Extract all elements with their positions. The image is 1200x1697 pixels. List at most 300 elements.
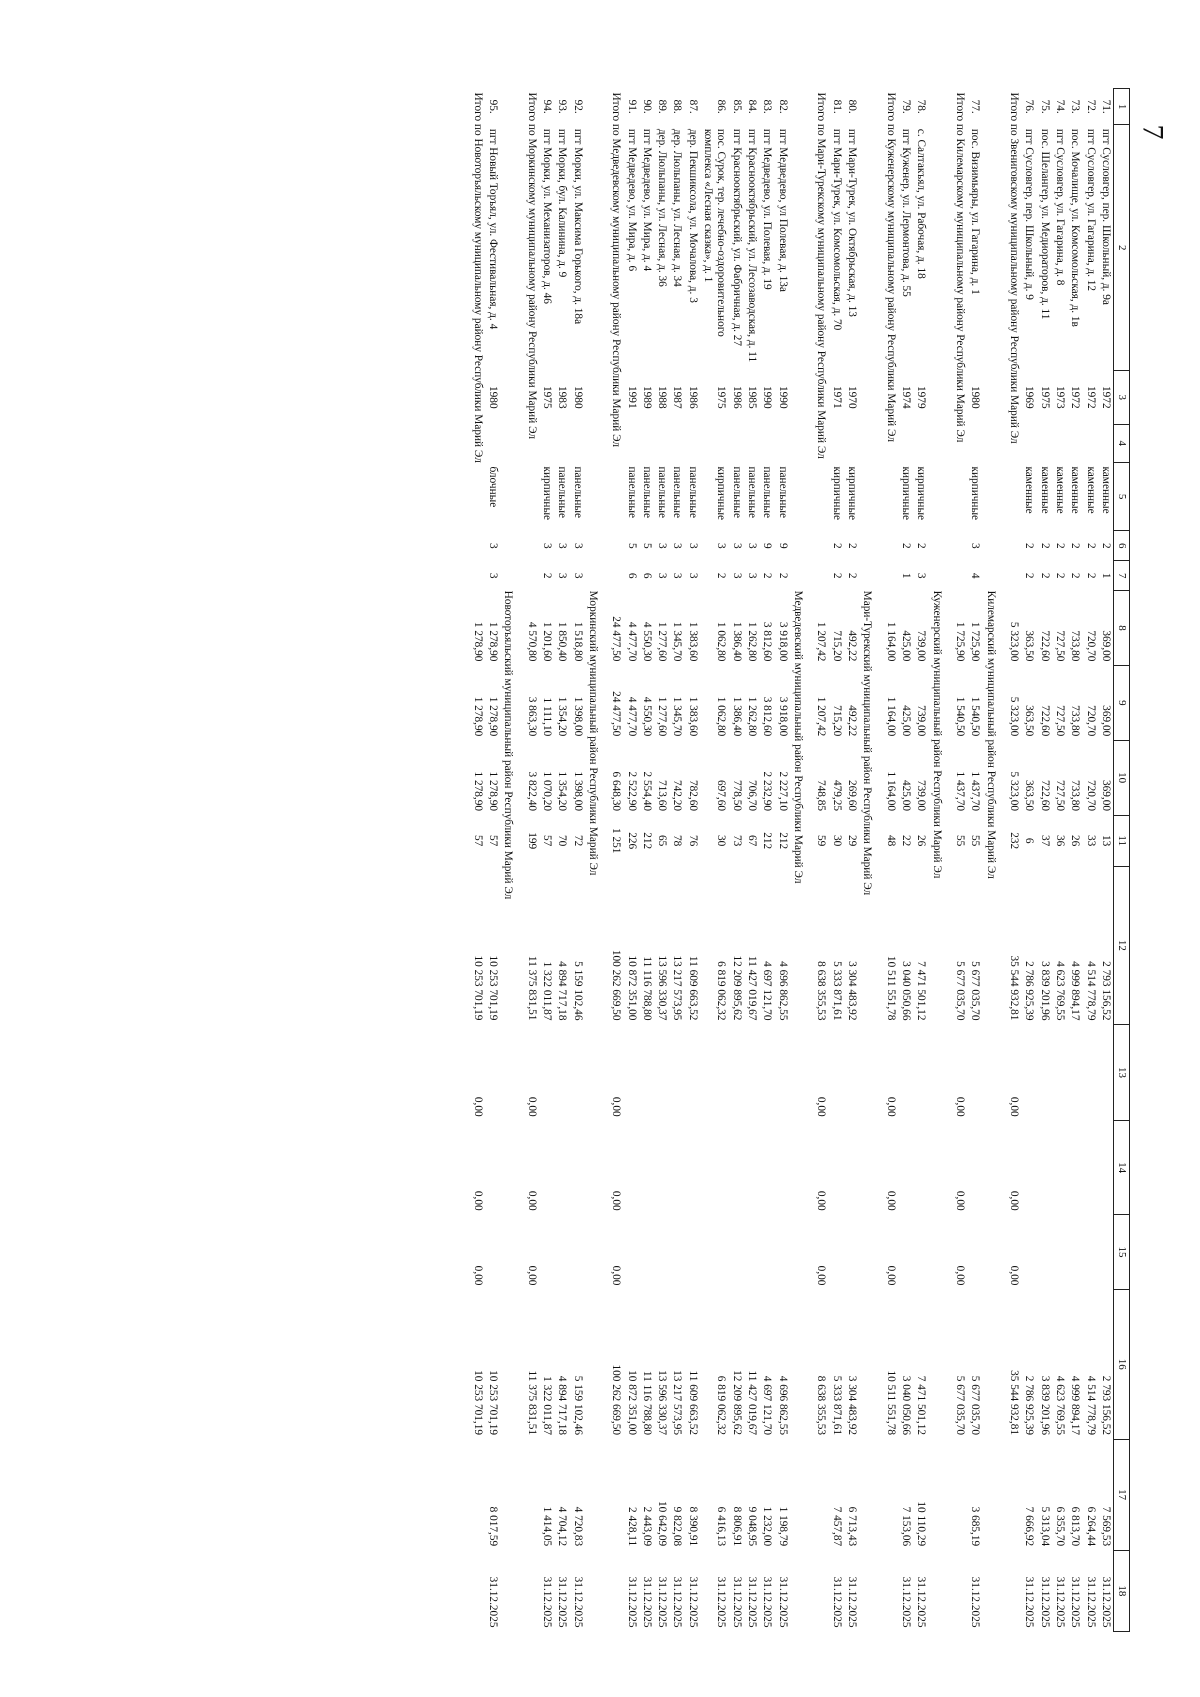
subtotal-v16: 100 262 669,50 — [610, 1364, 623, 1436]
cell-col-17: 8 017,59 — [486, 1506, 499, 1547]
cell-col-10: 706,70 — [746, 779, 759, 812]
table-row — [623, 89, 638, 1632]
cell-col-5: панельные — [556, 466, 569, 519]
cell-col-9: 720,70 — [1084, 705, 1097, 737]
cell-col-2: пгт Морки, бул. Калинина, д. 9 — [556, 128, 569, 278]
cell-col-4 — [774, 424, 789, 462]
table-row — [967, 89, 982, 1632]
cell-col-11: 6 — [1023, 837, 1036, 844]
subtotal-v9: 1 540,50 — [954, 696, 967, 737]
cell-col-14 — [828, 1121, 843, 1215]
subtotal-v15: 0,00 — [884, 1265, 897, 1286]
subtotal-v15: 0,00 — [954, 1265, 967, 1286]
cell-col-14 — [1036, 1121, 1051, 1215]
table-row — [759, 89, 774, 1632]
cell-col-3: 1975 — [1038, 386, 1051, 409]
table-row — [554, 89, 569, 1632]
section-header-row — [982, 89, 1005, 1632]
cell-col-13 — [1082, 1024, 1097, 1120]
cell-col-4 — [1021, 424, 1036, 462]
cell-col-3: 1983 — [556, 386, 569, 409]
cell-col-12: 4 697 121,70 — [761, 961, 774, 1021]
header-col-3: 3 — [1114, 371, 1130, 424]
cell-col-18: 31.12.2025 — [640, 1576, 653, 1628]
cell-col-5: каменные — [1023, 466, 1036, 514]
cell-col-17: 10 110,29 — [915, 1501, 928, 1547]
cell-col-11: 57 — [540, 835, 553, 847]
table-row — [1082, 89, 1097, 1632]
cell-col-12: 4 514 778,79 — [1084, 961, 1097, 1021]
cell-col-10: 1 278,90 — [486, 771, 499, 812]
cell-col-12: 12 209 895,62 — [730, 955, 743, 1021]
subtotal-v15: 0,00 — [1008, 1265, 1021, 1286]
cell-col-12: 3 040 050,66 — [900, 961, 913, 1021]
cell-col-15 — [700, 1215, 729, 1290]
cell-col-13 — [1098, 1024, 1114, 1120]
subtotal-v12: 100 262 669,50 — [610, 949, 623, 1021]
cell-col-8: 1 725,90 — [969, 621, 982, 662]
cell-col-16: 1 322 011,87 — [540, 1376, 553, 1436]
cell-col-10: 2 554,40 — [640, 771, 653, 812]
cell-col-7: 3 — [746, 572, 759, 579]
cell-col-17: 9 048,95 — [746, 1506, 759, 1547]
cell-col-2: дер. Люльпаны, ул. Лесная, д. 36 — [656, 128, 669, 287]
cell-col-17: 7 457,87 — [830, 1506, 843, 1547]
cell-col-14 — [898, 1121, 913, 1215]
subtotal-v11: 232 — [1008, 832, 1021, 850]
table-row — [1098, 89, 1114, 1632]
cell-col-4 — [700, 424, 729, 462]
cell-col-16: 2 786 925,39 — [1023, 1375, 1036, 1436]
cell-col-10: 369,00 — [1100, 779, 1113, 812]
subtotal-label: Итого по Звениговскому муниципальному району Республики Марий Эл — [1008, 92, 1021, 444]
cell-col-7: 6 — [640, 572, 653, 579]
cell-col-9: 1 277,60 — [656, 696, 669, 737]
cell-col-1: 86. — [715, 99, 728, 114]
cell-col-15 — [1067, 1215, 1082, 1290]
cell-col-10: 1 354,20 — [556, 771, 569, 812]
cell-col-5: каменные — [1100, 466, 1113, 514]
subtotal-v14: 0,00 — [1008, 1190, 1021, 1211]
cell-col-12: 4 894 717,18 — [556, 961, 569, 1021]
cell-col-4 — [1067, 424, 1082, 462]
subtotal-empty — [952, 1439, 967, 1550]
subtotal-empty — [608, 1439, 623, 1550]
cell-col-11: 37 — [1038, 835, 1051, 847]
cell-col-14 — [1098, 1121, 1114, 1215]
cell-col-1: 94. — [540, 99, 553, 114]
cell-col-12: 10 253 701,19 — [486, 955, 499, 1021]
cell-col-17: 7 153,06 — [900, 1506, 913, 1547]
cell-col-13 — [669, 1024, 684, 1120]
cell-col-7: 3 — [915, 572, 928, 579]
table-row — [774, 89, 789, 1632]
cell-col-15 — [759, 1215, 774, 1290]
cell-col-1: 92. — [571, 99, 584, 114]
cell-col-11: 30 — [715, 835, 728, 847]
cell-col-4 — [1098, 424, 1114, 462]
cell-col-4 — [1082, 424, 1097, 462]
cell-col-2: пгт Сусловгер, ул. Гагарина, д. 12 — [1084, 128, 1097, 292]
cell-col-8: 425,00 — [900, 630, 913, 662]
subtotal-v9: 1 207,42 — [815, 696, 828, 737]
cell-col-3: 1975 — [540, 386, 553, 409]
header-col-9: 9 — [1114, 665, 1130, 740]
table-row — [569, 89, 584, 1632]
cell-col-18: 31.12.2025 — [776, 1576, 789, 1628]
cell-col-8: 1 345,70 — [671, 621, 684, 662]
cell-col-2: пгт Сусловгер, ул. Гагарина, д. 8 — [1054, 128, 1067, 286]
subtotal-v15: 0,00 — [471, 1265, 484, 1286]
header-col-13: 13 — [1114, 1024, 1130, 1120]
header-col-11: 11 — [1114, 815, 1130, 866]
subtotal-label: Итого по Куженерскому муниципальному району Республики Марий Эл — [884, 92, 897, 442]
table-row — [639, 89, 654, 1632]
cell-col-3: 1988 — [656, 386, 669, 409]
subtotal-empty — [952, 1550, 967, 1631]
cell-col-11: 212 — [640, 832, 653, 850]
subtotal-v13: 0,00 — [815, 1096, 828, 1117]
subtotal-v16: 8 638 355,53 — [815, 1375, 828, 1436]
cell-col-1: 84. — [746, 99, 759, 114]
cell-col-1: 76. — [1023, 99, 1036, 114]
cell-col-15 — [898, 1215, 913, 1290]
cell-col-17: 1 198,79 — [776, 1506, 789, 1547]
cell-col-9: 3 918,00 — [776, 696, 789, 737]
cell-col-2: пгт Краснооктябрьский, ул. Фабричная, д. 27 — [730, 128, 743, 347]
cell-col-2: пгт Медведево, ул. Мира, д. 4 — [640, 128, 653, 272]
cell-col-5: панельные — [730, 466, 743, 519]
cell-col-6: 3 — [730, 542, 743, 549]
cell-col-18: 31.12.2025 — [761, 1576, 774, 1628]
subtotal-v16: 10 253 701,19 — [471, 1370, 484, 1436]
cell-col-9: 1 062,80 — [715, 696, 728, 737]
subtotal-v13: 0,00 — [954, 1096, 967, 1117]
subtotal-v8: 1 725,90 — [954, 621, 967, 662]
cell-col-13 — [685, 1024, 700, 1120]
cell-col-4 — [685, 424, 700, 462]
cell-col-14 — [1021, 1121, 1036, 1215]
cell-col-16: 5 677 035,70 — [969, 1375, 982, 1436]
cell-col-8: 1 518,80 — [571, 621, 584, 662]
cell-col-15 — [485, 1215, 500, 1290]
cell-col-17: 10 642,09 — [656, 1500, 669, 1547]
cell-col-3: 1969 — [1023, 386, 1036, 409]
cell-col-10: 1 437,70 — [969, 771, 982, 812]
cell-col-1: 79. — [900, 99, 913, 114]
cell-col-16: 4 514 778,79 — [1084, 1375, 1097, 1436]
cell-col-12: 13 217 573,95 — [671, 955, 684, 1021]
cell-col-6: 3 — [556, 542, 569, 549]
cell-col-12: 11 116 788,80 — [640, 956, 653, 1021]
cell-col-4 — [554, 424, 569, 462]
cell-col-10: 739,00 — [915, 779, 928, 812]
table-row — [700, 89, 729, 1632]
cell-col-8: 4 550,30 — [640, 621, 653, 662]
cell-col-4 — [744, 424, 759, 462]
subtotal-empty — [1006, 1439, 1021, 1550]
cell-col-16: 7 471 501,12 — [915, 1375, 928, 1436]
cell-col-7: 1 — [1100, 572, 1113, 579]
cell-col-7: 2 — [830, 572, 843, 579]
cell-col-1: 72. — [1084, 99, 1097, 114]
section-title: Куженерский муниципальный район Республики Марий Эл — [930, 590, 943, 879]
cell-col-10: 778,50 — [730, 779, 743, 812]
cell-col-12: 11 609 663,52 — [686, 955, 699, 1021]
subtotal-label: Итого по Килемарскому муниципальному району Республики Марий Эл — [954, 92, 967, 443]
cell-col-6: 3 — [715, 542, 728, 549]
cell-col-6: 2 — [846, 542, 859, 549]
subtotal-v16: 35 544 932,81 — [1008, 1370, 1021, 1436]
cell-col-16: 11 427 019,67 — [746, 1370, 759, 1436]
section-title: Медведевский муниципальный район Республики Марий Эл — [792, 590, 805, 884]
cell-col-6: 3 — [686, 542, 699, 549]
table-row — [844, 89, 859, 1632]
housing-repair-register-table — [469, 88, 1130, 1632]
subtotal-v14: 0,00 — [815, 1190, 828, 1211]
cell-col-16: 3 304 483,92 — [846, 1375, 859, 1436]
section-spacer — [500, 89, 523, 591]
cell-col-12: 5 677 035,70 — [969, 961, 982, 1021]
cell-col-7: 3 — [486, 572, 499, 579]
cell-col-5: каменные — [1069, 466, 1082, 514]
cell-col-5: панельные — [640, 466, 653, 519]
cell-col-10: 269,60 — [846, 779, 859, 812]
cell-col-10: 425,00 — [900, 779, 913, 812]
subtotal-row — [1006, 89, 1021, 1632]
subtotal-v11: 55 — [954, 835, 967, 847]
cell-col-6: 2 — [1084, 542, 1097, 549]
cell-col-4 — [623, 424, 638, 462]
cell-col-3: 1971 — [830, 386, 843, 409]
subtotal-v13: 0,00 — [471, 1096, 484, 1117]
section-spacer — [585, 89, 608, 591]
header-col-7: 7 — [1114, 561, 1130, 591]
header-col-2: 2 — [1114, 125, 1130, 371]
subtotal-v8: 1 278,90 — [471, 621, 484, 662]
header-col-16: 16 — [1114, 1289, 1130, 1439]
cell-col-13 — [774, 1024, 789, 1120]
subtotal-v8: 24 477,50 — [610, 616, 623, 662]
cell-col-15 — [1036, 1215, 1051, 1290]
cell-col-14 — [685, 1121, 700, 1215]
cell-col-1: 87. — [686, 99, 699, 114]
cell-col-18: 31.12.2025 — [1054, 1576, 1067, 1628]
cell-col-14 — [539, 1121, 554, 1215]
cell-col-15 — [844, 1215, 859, 1290]
cell-col-14 — [569, 1121, 584, 1215]
cell-col-6: 3 — [540, 542, 553, 549]
cell-col-3: 1980 — [571, 386, 584, 409]
cell-col-5: каменные — [1084, 466, 1097, 514]
cell-col-12: 11 427 019,67 — [746, 955, 759, 1021]
header-col-12: 12 — [1114, 866, 1130, 1024]
subtotal-empty — [813, 1439, 828, 1550]
cell-col-6: 2 — [1038, 542, 1051, 549]
cell-col-3: 1990 — [761, 386, 774, 409]
cell-col-9: 1 345,70 — [671, 696, 684, 737]
cell-col-7: 2 — [776, 572, 789, 579]
cell-col-11: 57 — [486, 835, 499, 847]
cell-col-7: 2 — [1054, 572, 1067, 579]
header-col-8: 8 — [1114, 591, 1130, 666]
cell-col-17: 2 428,11 — [625, 1507, 638, 1547]
cell-col-18: 31.12.2025 — [686, 1576, 699, 1628]
cell-col-4 — [967, 424, 982, 462]
cell-col-5: панельные — [671, 466, 684, 519]
cell-col-3: 1972 — [1084, 386, 1097, 409]
cell-col-4 — [844, 424, 859, 462]
cell-col-4 — [485, 424, 500, 462]
subtotal-empty — [882, 1550, 897, 1631]
table-row — [898, 89, 913, 1632]
cell-col-17: 6 355,70 — [1054, 1506, 1067, 1547]
cell-col-15 — [685, 1215, 700, 1290]
cell-col-4 — [654, 424, 669, 462]
cell-col-17: 9 822,08 — [671, 1506, 684, 1547]
cell-col-1: 77. — [969, 99, 982, 114]
cell-col-8: 369,00 — [1100, 630, 1113, 662]
cell-col-2: пос. Сурок, тер. лечебно-оздоровительного комплекса «Лесная сказка», д. 1 — [702, 128, 728, 337]
cell-col-5: кирпичные — [915, 466, 928, 521]
cell-col-6: 3 — [969, 542, 982, 549]
cell-col-12: 1 322 011,87 — [540, 961, 553, 1021]
subtotal-v12: 5 677 035,70 — [954, 961, 967, 1021]
cell-col-1: 83. — [761, 99, 774, 114]
section-header-row — [790, 89, 813, 1632]
cell-col-9: 727,50 — [1054, 705, 1067, 737]
subtotal-empty — [813, 1550, 828, 1631]
cell-col-5: кирпичные — [900, 466, 913, 521]
cell-col-11: 226 — [625, 832, 638, 850]
cell-col-7: 6 — [625, 572, 638, 579]
cell-col-9: 1 262,80 — [746, 696, 759, 737]
subtotal-v10: 1 437,70 — [954, 771, 967, 812]
cell-col-2: пгт Морки, ул. Максима Горького, д. 18а — [571, 128, 584, 325]
cell-col-15 — [639, 1215, 654, 1290]
cell-col-15 — [1021, 1215, 1036, 1290]
table-row — [485, 89, 500, 1632]
cell-col-6: 3 — [571, 542, 584, 549]
cell-col-15 — [828, 1215, 843, 1290]
cell-col-18: 31.12.2025 — [1084, 1576, 1097, 1628]
subtotal-empty — [469, 1550, 484, 1631]
cell-col-12: 2 786 925,39 — [1023, 961, 1036, 1021]
cell-col-2: пгт Медведево, ул. Мира, д. 6 — [625, 128, 638, 272]
cell-col-14 — [654, 1121, 669, 1215]
section-title: Мари-Турекский муниципальный район Республики Марий Эл — [861, 590, 874, 896]
cell-col-5: кирпичные — [969, 466, 982, 521]
cell-col-6: 2 — [830, 542, 843, 549]
header-col-10: 10 — [1114, 740, 1130, 815]
cell-col-18: 31.12.2025 — [671, 1576, 684, 1628]
subtotal-v14: 0,00 — [884, 1190, 897, 1211]
cell-col-15 — [669, 1215, 684, 1290]
cell-col-13 — [844, 1024, 859, 1120]
cell-col-18: 31.12.2025 — [1023, 1576, 1036, 1628]
cell-col-5: панельные — [776, 466, 789, 519]
cell-col-5: панельные — [686, 466, 699, 519]
subtotal-label: Итого по Мари-Турекскому муниципальному району Республики Марий Эл — [815, 92, 828, 459]
cell-col-17: 1 232,00 — [761, 1506, 774, 1547]
cell-col-7: 3 — [730, 572, 743, 579]
cell-col-6: 3 — [746, 542, 759, 549]
cell-col-1: 74. — [1054, 99, 1067, 114]
cell-col-2: пос. Мочалище, ул. Комсомольская, д. 1в — [1069, 128, 1082, 327]
cell-col-16: 6 819 062,32 — [715, 1375, 728, 1436]
cell-col-17: 8 390,91 — [686, 1506, 699, 1547]
cell-col-16: 13 596 330,37 — [656, 1370, 669, 1436]
cell-col-2: пгт Новый Торъял, ул. Фестивальная, д. 4 — [486, 128, 499, 330]
cell-col-4 — [728, 424, 743, 462]
cell-col-13 — [485, 1024, 500, 1120]
cell-col-4 — [1052, 424, 1067, 462]
subtotal-row — [608, 89, 623, 1632]
cell-col-9: 715,20 — [830, 705, 843, 737]
cell-col-17: 1 414,05 — [540, 1506, 553, 1547]
table-row — [828, 89, 843, 1632]
cell-col-6: 5 — [625, 542, 638, 549]
cell-col-7: 2 — [846, 572, 859, 579]
cell-col-1: 82. — [776, 99, 789, 114]
cell-col-4 — [913, 424, 928, 462]
cell-col-13 — [967, 1024, 982, 1120]
cell-col-6: 3 — [656, 542, 669, 549]
subtotal-v13: 0,00 — [1008, 1096, 1021, 1117]
cell-col-3: 1985 — [746, 386, 759, 409]
cell-col-16: 10 872 351,00 — [625, 1370, 638, 1436]
cell-col-9: 4 550,30 — [640, 696, 653, 737]
cell-col-18: 31.12.2025 — [1069, 1576, 1082, 1628]
cell-col-3: 1986 — [730, 386, 743, 409]
cell-col-14 — [1052, 1121, 1067, 1215]
table-row — [654, 89, 669, 1632]
cell-col-14 — [967, 1121, 982, 1215]
cell-col-18: 31.12.2025 — [900, 1576, 913, 1628]
cell-col-17: 2 443,09 — [640, 1506, 653, 1547]
cell-col-8: 1 850,40 — [556, 621, 569, 662]
cell-col-11: 65 — [656, 835, 669, 847]
header-col-4: 4 — [1114, 424, 1130, 462]
cell-col-9: 1 540,50 — [969, 696, 982, 737]
section-title: Новоторъяльский муниципальный район Республики Марий Эл — [502, 590, 515, 900]
table-row — [728, 89, 743, 1632]
cell-col-17: 3 685,19 — [969, 1506, 982, 1547]
cell-col-10: 727,50 — [1054, 779, 1067, 812]
table-row — [539, 89, 554, 1632]
cell-col-6: 2 — [915, 542, 928, 549]
cell-col-5: кирпичные — [830, 466, 843, 521]
subtotal-v11: 59 — [815, 835, 828, 847]
cell-col-13 — [828, 1024, 843, 1120]
cell-col-13 — [1067, 1024, 1082, 1120]
cell-col-10: 1 070,20 — [540, 771, 553, 812]
cell-col-8: 363,50 — [1023, 630, 1036, 662]
cell-col-10: 2 227,10 — [776, 771, 789, 812]
cell-col-7: 2 — [1084, 572, 1097, 579]
subtotal-label: Итого по Новоторъяльскому муниципальному району Республики Марий Эл — [471, 92, 484, 463]
cell-col-18: 31.12.2025 — [1038, 1576, 1051, 1628]
subtotal-row — [952, 89, 967, 1632]
cell-col-1: 89. — [656, 99, 669, 114]
rotated-table-container — [190, 88, 1130, 1632]
cell-col-13 — [728, 1024, 743, 1120]
cell-col-7: 2 — [1038, 572, 1051, 579]
cell-col-14 — [844, 1121, 859, 1215]
cell-col-6: 2 — [1100, 542, 1113, 549]
cell-col-16: 13 217 573,95 — [671, 1370, 684, 1436]
cell-col-13 — [654, 1024, 669, 1120]
